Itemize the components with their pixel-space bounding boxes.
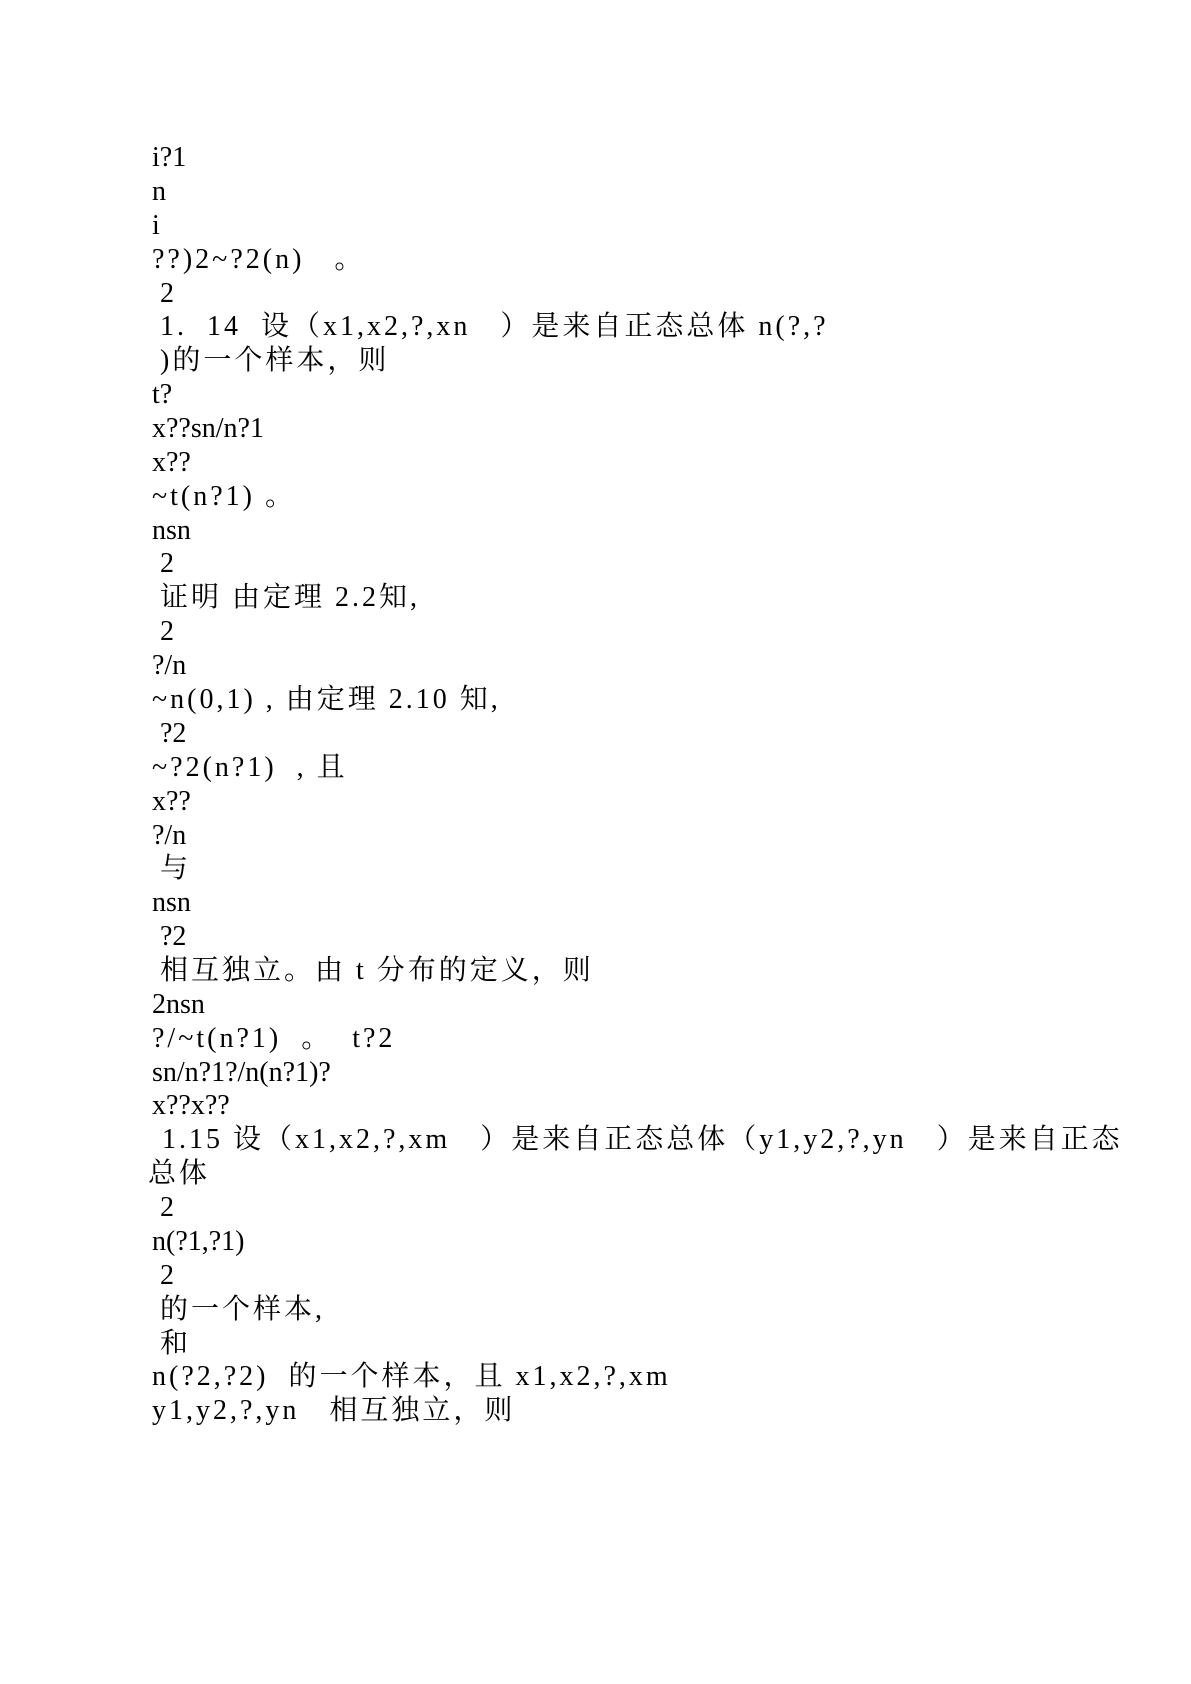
text-line: n(?1,?1) — [152, 1226, 245, 1257]
text-line: 相互独立。由 t 分布的定义，则 — [160, 955, 594, 986]
text-line: 2 — [160, 1260, 174, 1291]
text-line: x??x?? — [152, 1090, 230, 1121]
text-line: )的一个样本，则 — [160, 345, 390, 376]
text-line: ?/~t(n?1) 。 t?2 — [152, 1023, 396, 1054]
text-line: ?/n — [152, 650, 187, 681]
text-line: n(?2,?2) 的一个样本，且 x1,x2,?,xm — [152, 1361, 671, 1392]
text-line: 证明 由定理 2.2知, — [160, 582, 421, 613]
text-line: 1. 14 设（x1,x2,?,xn ）是来自正态总体 n(?,? — [160, 311, 829, 342]
text-line: n — [152, 176, 166, 207]
text-line: i — [152, 210, 160, 241]
text-line: 2 — [160, 1192, 174, 1223]
text-line: ?2 — [160, 718, 187, 749]
text-line: 的一个样本, — [160, 1294, 326, 1325]
text-line: ~t(n?1) 。 — [152, 481, 297, 512]
text-line: t? — [152, 379, 173, 410]
text-line: 与 — [160, 853, 192, 884]
text-line: y1,y2,?,yn 相互独立，则 — [152, 1395, 516, 1426]
text-line: ?2 — [160, 921, 187, 952]
text-line: ?/n — [152, 820, 187, 851]
text-line: x??sn/n?1 — [152, 413, 264, 444]
text-line: 和 — [160, 1328, 192, 1359]
text-line: nsn — [152, 515, 191, 546]
text-line: 总体 — [148, 1158, 211, 1189]
text-line: ~?2(n?1) , 且 — [152, 752, 348, 783]
text-line: ~n(0,1) , 由定理 2.10 知, — [152, 684, 501, 715]
text-line: 2 — [160, 278, 174, 309]
text-line: sn/n?1?/n(n?1)? — [152, 1057, 331, 1088]
text-line: i?1 — [152, 142, 187, 173]
text-line: ??)2~?2(n) 。 — [152, 244, 366, 275]
text-line: x?? — [152, 447, 191, 478]
text-line: 2nsn — [152, 989, 205, 1020]
text-line: 1.15 设（x1,x2,?,xm ）是来自正态总体（y1,y2,?,yn ）是来自正态 — [162, 1124, 1123, 1155]
text-line: nsn — [152, 887, 191, 918]
text-line: 2 — [160, 548, 174, 579]
text-line: 2 — [160, 616, 174, 647]
text-line: x?? — [152, 786, 191, 817]
